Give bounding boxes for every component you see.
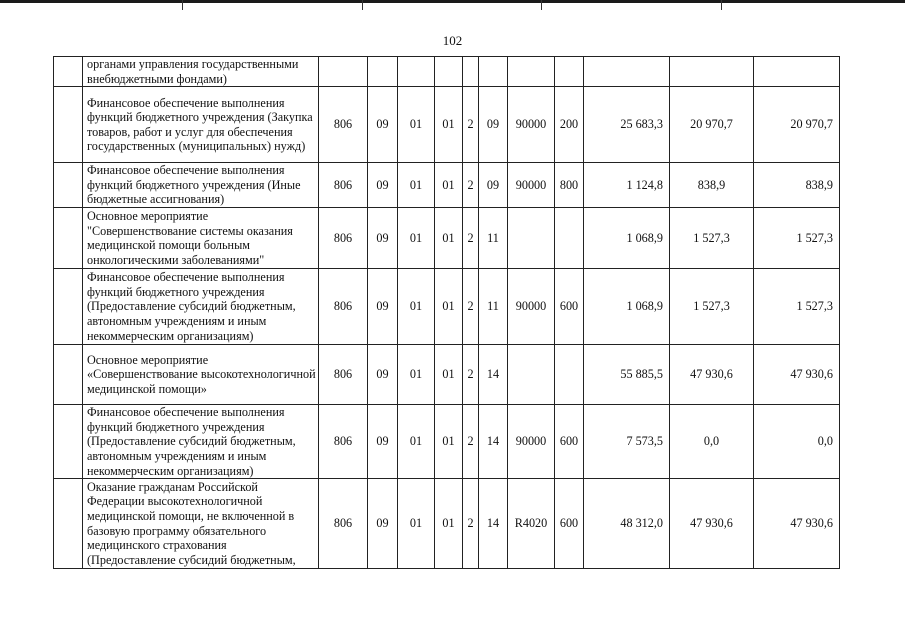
section-code-cell: 09 [368, 345, 398, 405]
subsection-code-cell: 01 [398, 345, 435, 405]
row-number-cell [54, 479, 83, 569]
expense-type-cell: 600 [555, 479, 584, 569]
budget-table-body [54, 57, 840, 569]
program-code-cell: 01 [435, 163, 463, 208]
row-number-cell [54, 269, 83, 345]
table-row [54, 479, 840, 569]
amount-year3-cell: 0,0 [754, 405, 840, 479]
section-code-cell: 09 [368, 269, 398, 345]
grbs-code-cell [319, 57, 368, 87]
subsection-code-cell: 01 [398, 479, 435, 569]
program-code-cell: 01 [435, 405, 463, 479]
amount-year1-cell: 25 683,3 [584, 87, 670, 163]
expense-type-cell: 800 [555, 163, 584, 208]
subsection-code-cell: 01 [398, 87, 435, 163]
expense-type-cell: 600 [555, 269, 584, 345]
direction-code-cell: 90000 [508, 87, 555, 163]
amount-year3-cell: 838,9 [754, 163, 840, 208]
subsection-code-cell: 01 [398, 405, 435, 479]
row-number-cell [54, 208, 83, 269]
amount-year3-cell: 47 930,6 [754, 479, 840, 569]
grbs-code-cell: 806 [319, 405, 368, 479]
grbs-code-cell: 806 [319, 208, 368, 269]
grbs-code-cell: 806 [319, 479, 368, 569]
subprogram-code-cell [463, 57, 479, 87]
grbs-code-cell: 806 [319, 87, 368, 163]
amount-year2-cell: 838,9 [670, 163, 754, 208]
program-code-cell: 01 [435, 269, 463, 345]
section-code-cell [368, 57, 398, 87]
amount-year1-cell: 7 573,5 [584, 405, 670, 479]
amount-year2-cell: 20 970,7 [670, 87, 754, 163]
direction-code-cell [508, 345, 555, 405]
program-code-cell: 01 [435, 87, 463, 163]
program-code-cell: 01 [435, 208, 463, 269]
subprogram-code-cell: 2 [463, 405, 479, 479]
program-code-cell [435, 57, 463, 87]
section-code-cell: 09 [368, 208, 398, 269]
amount-year3-cell [754, 57, 840, 87]
event-code-cell: 14 [479, 345, 508, 405]
expense-type-cell: 200 [555, 87, 584, 163]
row-number-cell [54, 405, 83, 479]
scan-tick-mark [362, 0, 363, 10]
direction-code-cell: 90000 [508, 269, 555, 345]
program-code-cell: 01 [435, 479, 463, 569]
scan-tick-mark [721, 0, 722, 10]
event-code-cell: 09 [479, 163, 508, 208]
table-row [54, 87, 840, 163]
amount-year2-cell: 1 527,3 [670, 208, 754, 269]
row-number-cell [54, 57, 83, 87]
amount-year1-cell: 1 124,8 [584, 163, 670, 208]
scan-tick-mark [182, 0, 183, 10]
item-name-cell: Финансовое обеспечение выполнения функций бюджетного учреждения (Предоставление субсидий бюджетным, автономным учреждениям и иным некоммерческим организациям) [83, 405, 319, 479]
section-code-cell: 09 [368, 479, 398, 569]
amount-year1-cell: 1 068,9 [584, 269, 670, 345]
amount-year1-cell: 1 068,9 [584, 208, 670, 269]
row-number-cell [54, 345, 83, 405]
amount-year3-cell: 47 930,6 [754, 345, 840, 405]
subsection-code-cell: 01 [398, 269, 435, 345]
table-row [54, 269, 840, 345]
amount-year3-cell: 20 970,7 [754, 87, 840, 163]
subsection-code-cell: 01 [398, 163, 435, 208]
event-code-cell: 14 [479, 479, 508, 569]
amount-year2-cell: 1 527,3 [670, 269, 754, 345]
expense-type-cell [555, 208, 584, 269]
amount-year2-cell: 47 930,6 [670, 479, 754, 569]
event-code-cell: 14 [479, 405, 508, 479]
amount-year1-cell [584, 57, 670, 87]
subsection-code-cell [398, 57, 435, 87]
direction-code-cell [508, 57, 555, 87]
amount-year2-cell: 47 930,6 [670, 345, 754, 405]
event-code-cell [479, 57, 508, 87]
grbs-code-cell: 806 [319, 345, 368, 405]
subsection-code-cell: 01 [398, 208, 435, 269]
event-code-cell: 11 [479, 208, 508, 269]
amount-year2-cell [670, 57, 754, 87]
expense-type-cell [555, 345, 584, 405]
subprogram-code-cell: 2 [463, 269, 479, 345]
table-row [54, 405, 840, 479]
grbs-code-cell: 806 [319, 163, 368, 208]
event-code-cell: 09 [479, 87, 508, 163]
item-name-cell: Финансовое обеспечение выполнения функций бюджетного учреждения (Закупка товаров, работ и услуг для обеспечения государственных (муниципальных) нужд) [83, 87, 319, 163]
scan-top-edge [0, 0, 905, 3]
amount-year2-cell: 0,0 [670, 405, 754, 479]
row-number-cell [54, 87, 83, 163]
direction-code-cell: 90000 [508, 163, 555, 208]
budget-table [53, 56, 840, 569]
program-code-cell: 01 [435, 345, 463, 405]
subprogram-code-cell: 2 [463, 87, 479, 163]
row-number-cell [54, 163, 83, 208]
section-code-cell: 09 [368, 405, 398, 479]
page-number: 102 [442, 33, 463, 48]
section-code-cell: 09 [368, 163, 398, 208]
table-row [54, 57, 840, 87]
amount-year1-cell: 48 312,0 [584, 479, 670, 569]
direction-code-cell: R4020 [508, 479, 555, 569]
amount-year3-cell: 1 527,3 [754, 208, 840, 269]
event-code-cell: 11 [479, 269, 508, 345]
direction-code-cell [508, 208, 555, 269]
amount-year3-cell: 1 527,3 [754, 269, 840, 345]
subprogram-code-cell: 2 [463, 163, 479, 208]
item-name-cell: Финансовое обеспечение выполнения функций бюджетного учреждения (Иные бюджетные ассигнования) [83, 163, 319, 208]
item-name-cell: органами управления государственными внебюджетными фондами) [83, 57, 319, 87]
table-row [54, 163, 840, 208]
direction-code-cell: 90000 [508, 405, 555, 479]
item-name-cell: Финансовое обеспечение выполнения функций бюджетного учреждения (Предоставление субсидий бюджетным, автономным учреждениям и иным некоммерческим организациям) [83, 269, 319, 345]
grbs-code-cell: 806 [319, 269, 368, 345]
expense-type-cell [555, 57, 584, 87]
table-row [54, 345, 840, 405]
subprogram-code-cell: 2 [463, 208, 479, 269]
item-name-cell: Основное мероприятие "Совершенствование системы оказания медицинской помощи больным онкологическими заболеваниями" [83, 208, 319, 269]
subprogram-code-cell: 2 [463, 479, 479, 569]
subprogram-code-cell: 2 [463, 345, 479, 405]
expense-type-cell: 600 [555, 405, 584, 479]
table-row [54, 208, 840, 269]
item-name-cell: Основное мероприятие «Совершенствование высокотехнологичной медицинской помощи» [83, 345, 319, 405]
amount-year1-cell: 55 885,5 [584, 345, 670, 405]
section-code-cell: 09 [368, 87, 398, 163]
item-name-cell: Оказание гражданам Российской Федерации высокотехнологичной медицинской помощи, не включенной в базовую программу обязательного медицинского страхования (Предоставление субсидий бюджетным, [83, 479, 319, 569]
scan-tick-mark [541, 0, 542, 10]
